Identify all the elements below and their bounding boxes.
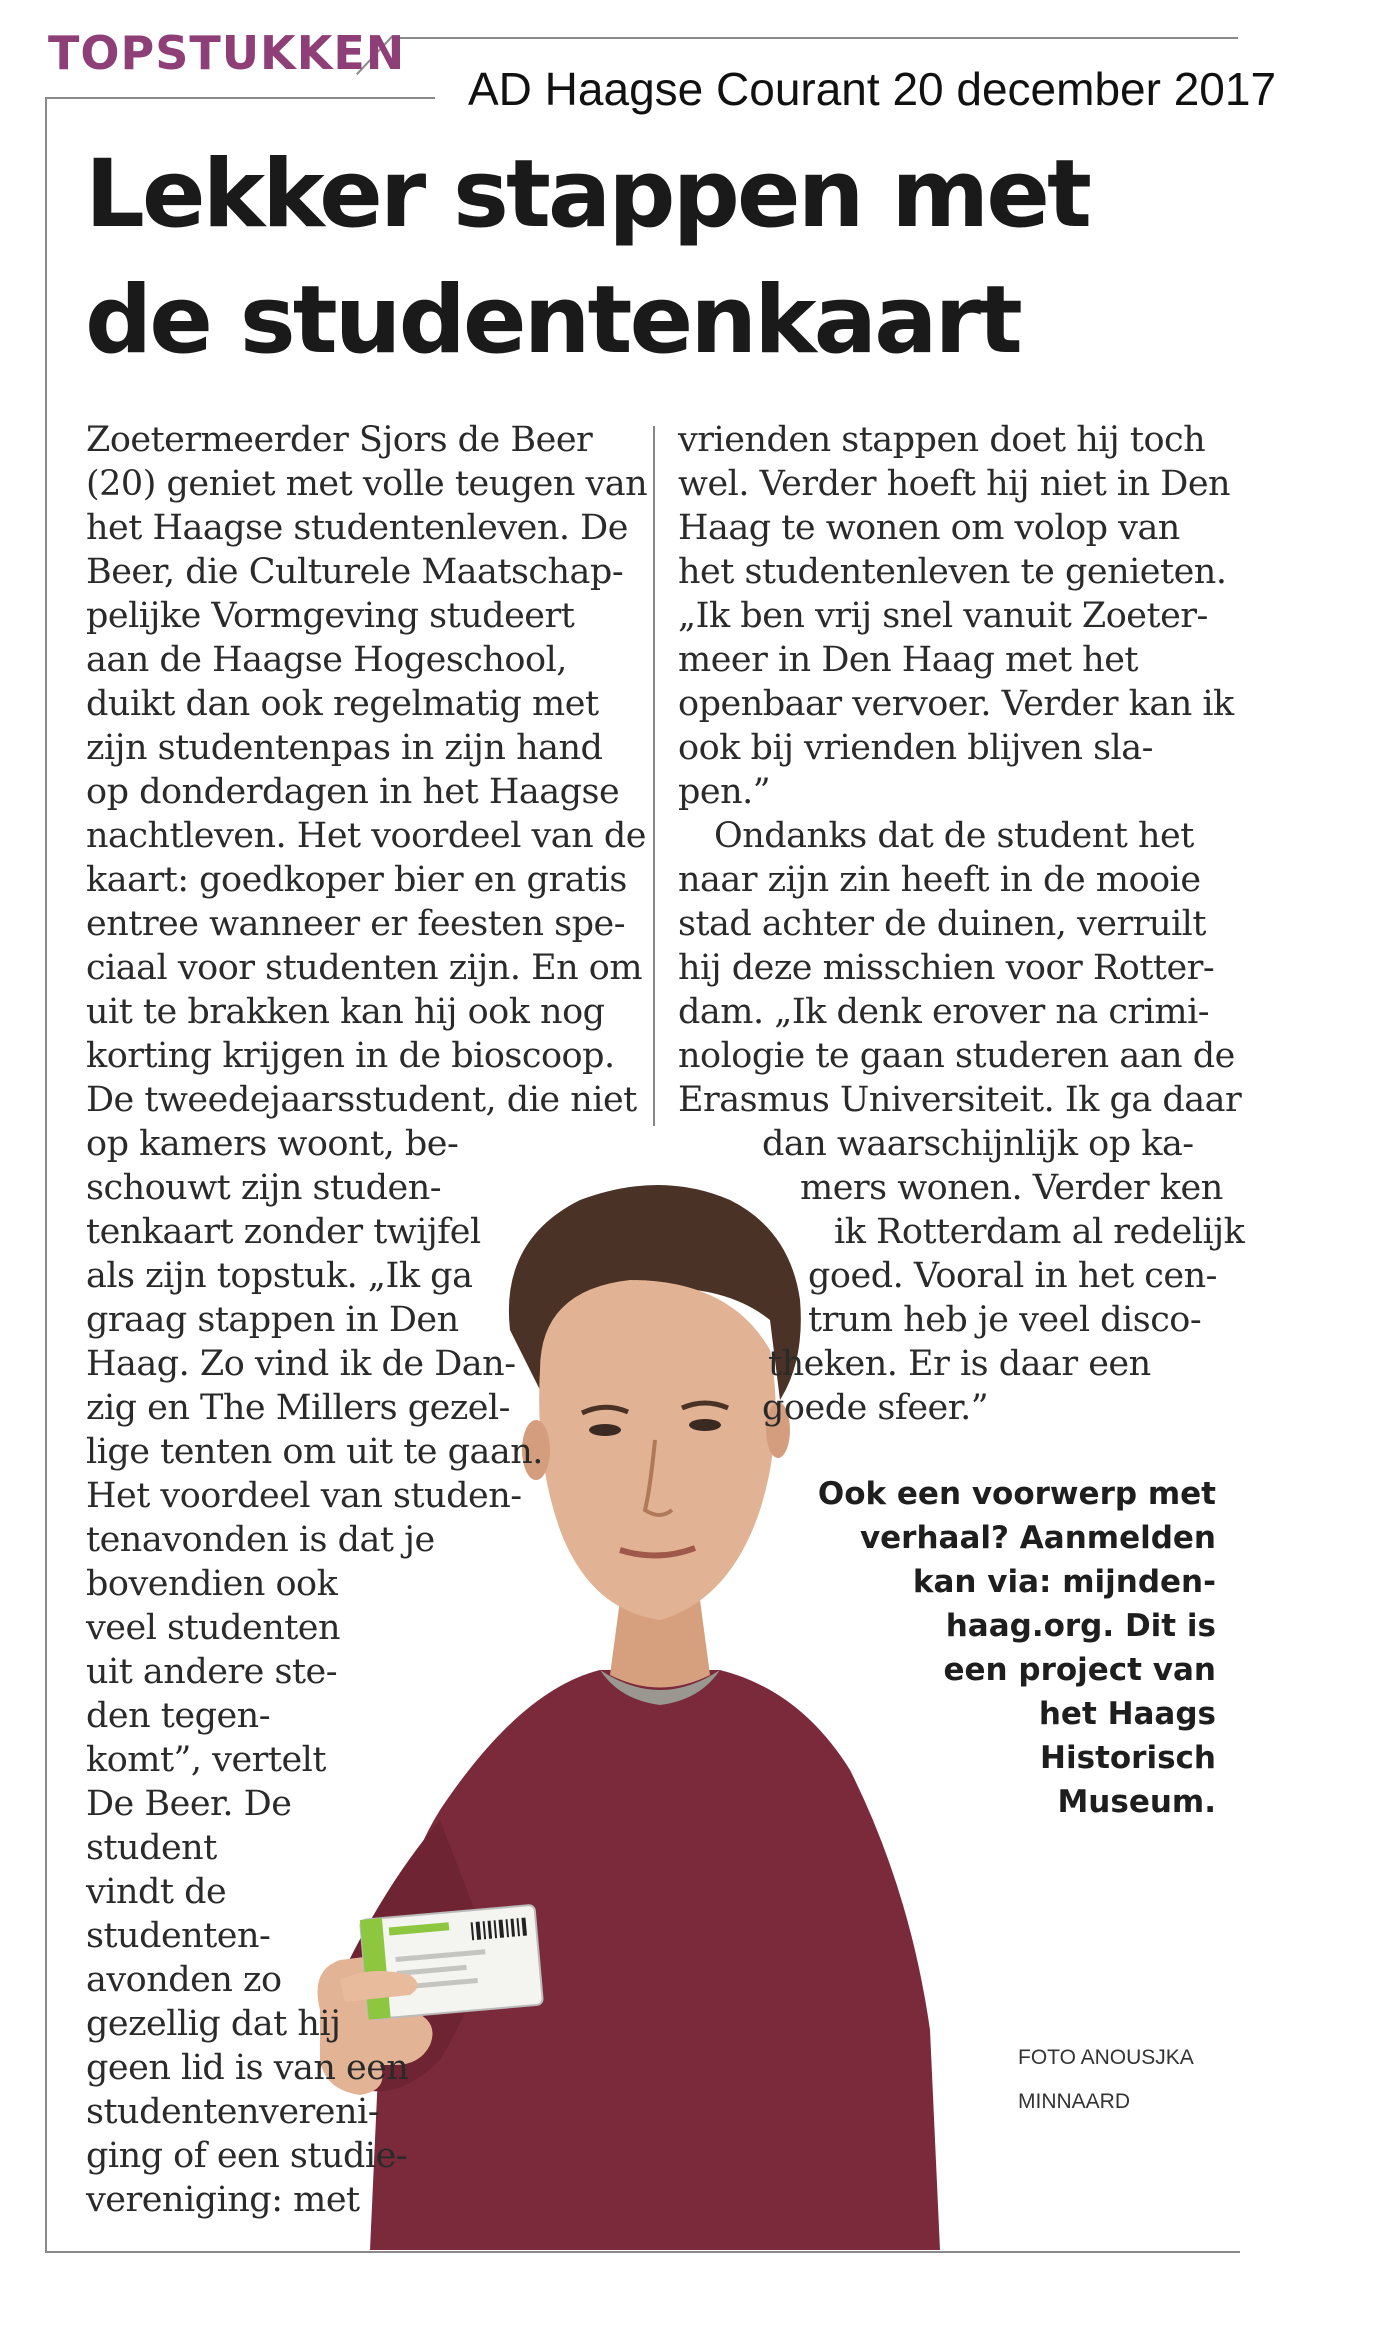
text-line: kaart: goedkoper bier en gratis [86, 860, 627, 900]
text-line: den tegen- [86, 1696, 271, 1736]
text-line: stad achter de duinen, verruilt [678, 904, 1206, 944]
text-line: nachtleven. Het voordeel van de [86, 816, 646, 856]
text-line: vrienden stappen doet hij toch [678, 420, 1206, 460]
text-line: theken. Er is daar een [768, 1344, 1151, 1384]
text-line: ook bij vrienden blijven sla- [678, 728, 1153, 768]
headline-line: Lekker stappen met [85, 140, 1089, 249]
text-line: gezellig dat hij [86, 2004, 341, 2044]
frame-left-rule [45, 97, 47, 2251]
text-line: De tweedejaarsstudent, die niet [86, 1080, 637, 1120]
text-line: uit andere ste- [86, 1652, 338, 1692]
text-line: hij deze misschien voor Rotter- [678, 948, 1215, 988]
text-line: Haag. Zo vind ik de Dan- [86, 1344, 516, 1384]
text-line: dam. „Ik denk erover na crimi- [678, 992, 1210, 1032]
column-rule [653, 426, 655, 1126]
callout-box [818, 1472, 1216, 1824]
text-line: bovendien ook [86, 1564, 338, 1604]
text-line: op donderdagen in het Haagse [86, 772, 620, 812]
text-line: komt”, vertelt [86, 1740, 326, 1780]
text-line: goede sfeer.” [762, 1388, 989, 1428]
text-line: pelijke Vormgeving studeert [86, 596, 575, 636]
text-line: graag stappen in Den [86, 1300, 459, 1340]
callout-line: Ook een voorwerp met [817, 1476, 1216, 1512]
text-line: ciaal voor studenten zijn. En om [86, 948, 643, 988]
text-line: Ondanks dat de student het [714, 816, 1194, 856]
text-line: zig en The Millers gezel- [86, 1388, 511, 1428]
text-line: dan waarschijnlijk op ka- [762, 1124, 1194, 1164]
callout-line: Museum. [1057, 1784, 1216, 1820]
text-line: studenten- [86, 1916, 271, 1956]
text-line: korting krijgen in de bioscoop. [86, 1036, 615, 1076]
headline [85, 132, 1089, 384]
text-line: het Haagse studentenleven. De [86, 508, 628, 548]
section-kicker: TOPSTUKKEN [48, 26, 406, 80]
text-line: het studentenleven te genieten. [678, 552, 1227, 592]
text-line: veel studenten [86, 1608, 341, 1648]
text-line: Erasmus Universiteit. Ik ga daar [678, 1080, 1242, 1120]
article-column-2 [678, 418, 1244, 1430]
frame-top-rule [396, 37, 1238, 39]
text-line: studentenvereni- [86, 2092, 380, 2132]
text-line: meer in Den Haag met het [678, 640, 1138, 680]
text-line: vereniging: met [86, 2180, 360, 2220]
frame-label-rule [45, 97, 435, 99]
text-line: Haag te wonen om volop van [678, 508, 1180, 548]
text-line: avonden zo [86, 1960, 282, 2000]
photo-credit-line: FOTO ANOUSJKA [1018, 2046, 1194, 2069]
text-line: student [86, 1828, 217, 1868]
text-line: tenavonden is dat je [86, 1520, 435, 1560]
photo-credit-line: MINNAARD [1018, 2090, 1131, 2113]
text-line: tenkaart zonder twijfel [86, 1212, 481, 1252]
text-line: als zijn topstuk. „Ik ga [86, 1256, 473, 1296]
callout-line: het Haags [1038, 1696, 1216, 1732]
headline-line: de studentenkaart [85, 266, 1020, 375]
text-line: entree wanneer er feesten spe- [86, 904, 626, 944]
text-line: De Beer. De [86, 1784, 292, 1824]
text-line: aan de Haagse Hogeschool, [86, 640, 567, 680]
text-line: goed. Vooral in het cen- [808, 1256, 1217, 1296]
callout-line: een project van [943, 1652, 1216, 1688]
text-line: geen lid is van een [86, 2048, 409, 2088]
text-line: zijn studentenpas in zijn hand [86, 728, 603, 768]
text-line: Zoetermeerder Sjors de Beer [86, 420, 593, 460]
text-line: ging of een studie- [86, 2136, 408, 2176]
text-line: duikt dan ook regelmatig met [86, 684, 599, 724]
text-line: (20) geniet met volle teugen van [86, 464, 648, 504]
callout-line: Historisch [1040, 1740, 1216, 1776]
text-line: mers wonen. Verder ken [800, 1168, 1223, 1208]
text-line: „Ik ben vrij snel vanuit Zoeter- [678, 596, 1208, 636]
text-line: vindt de [86, 1872, 227, 1912]
text-line: openbaar vervoer. Verder kan ik [678, 684, 1234, 724]
frame-bottom-rule [45, 2251, 1240, 2253]
text-line: pen.” [678, 772, 771, 812]
text-line: nologie te gaan studeren aan de [678, 1036, 1235, 1076]
photo-credit [1018, 2036, 1194, 2124]
text-line: schouwt zijn studen- [86, 1168, 442, 1208]
text-line: Het voordeel van studen- [86, 1476, 522, 1516]
text-line: ik Rotterdam al redelijk [834, 1212, 1245, 1252]
text-line: trum heb je veel disco- [808, 1300, 1202, 1340]
callout-line: verhaal? Aanmelden [859, 1520, 1216, 1556]
callout-line: haag.org. Dit is [945, 1608, 1216, 1644]
text-line: naar zijn zin heeft in de mooie [678, 860, 1201, 900]
text-line: uit te brakken kan hij ook nog [86, 992, 605, 1032]
text-line: Beer, die Culturele Maatschap- [86, 552, 624, 592]
text-line: wel. Verder hoeft hij niet in Den [678, 464, 1231, 504]
text-line: op kamers woont, be- [86, 1124, 459, 1164]
source-line: AD Haagse Courant 20 december 2017 [468, 63, 1277, 115]
text-line: lige tenten om uit te gaan. [86, 1432, 543, 1472]
article-column-1 [86, 418, 647, 2222]
callout-line: kan via: mijnden- [912, 1564, 1216, 1600]
